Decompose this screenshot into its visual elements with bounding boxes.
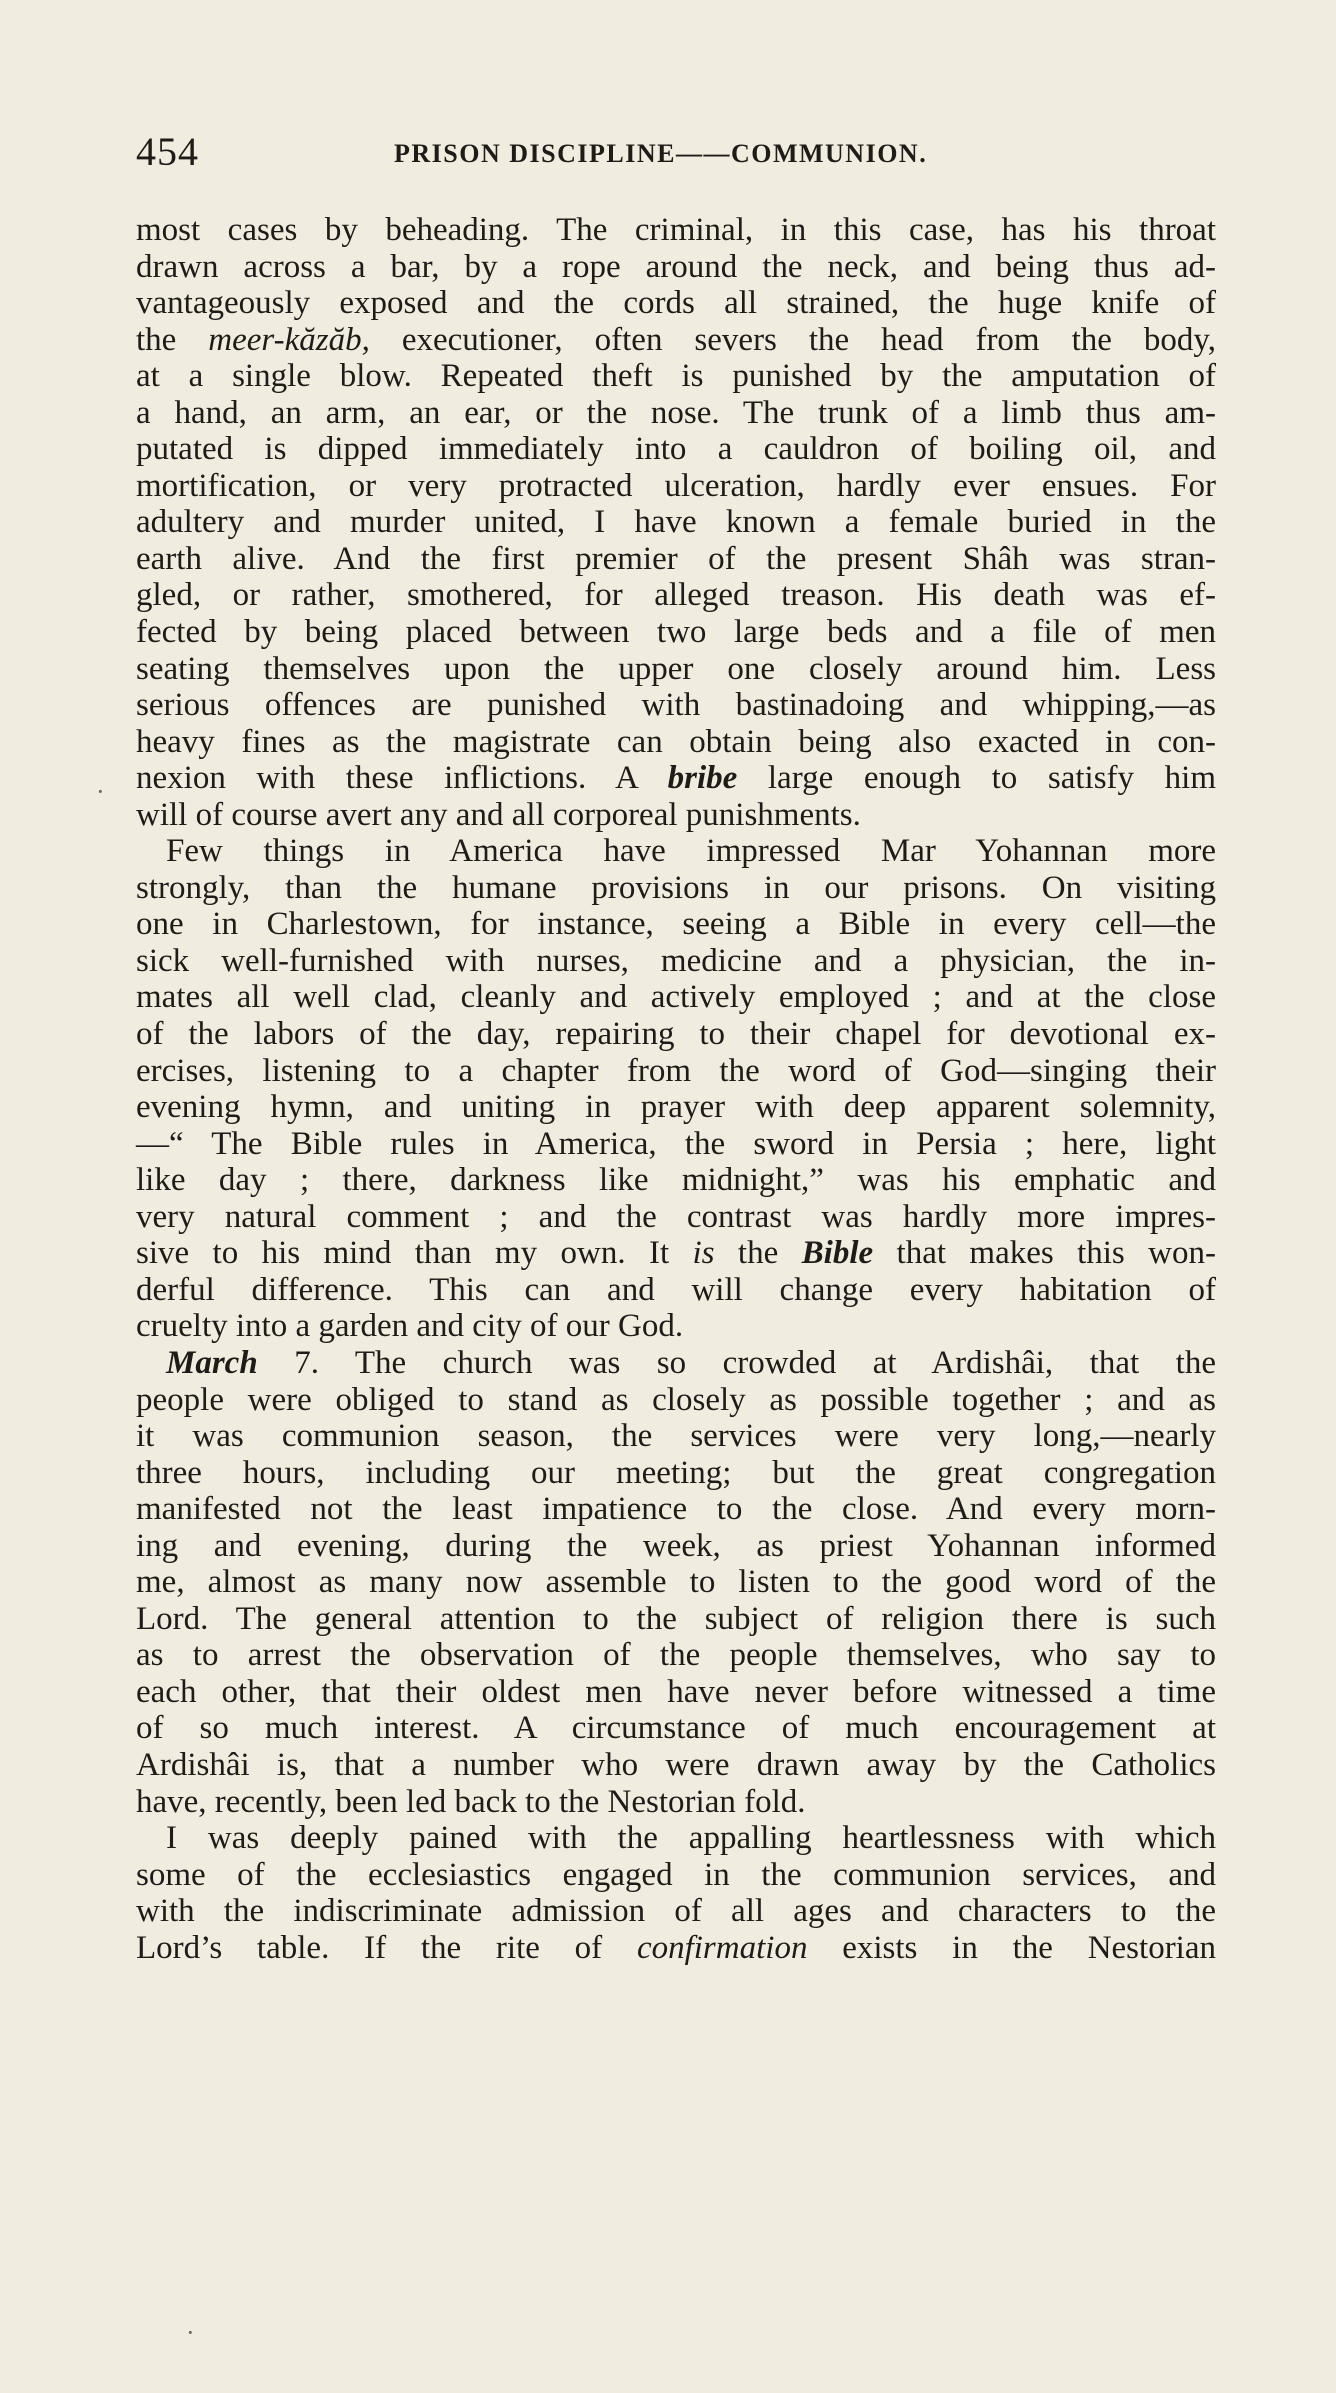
- paragraph-end-line: will of course avert any and all corporeal punishments.: [136, 796, 861, 833]
- text-line: serious offences are punished with bastinadoing and whipping,—as: [136, 687, 1216, 724]
- text-line: as to arrest the observation of the people themselves, who say to: [136, 1637, 1216, 1674]
- text-line: one in Charlestown, for instance, seeing a Bible in every cell—the: [136, 906, 1216, 943]
- text-line: with the indiscriminate admission of all ages and characters to the: [136, 1893, 1216, 1930]
- text-line: earth alive. And the first premier of the present Shâh was stran-: [136, 540, 1216, 577]
- italic-term: Bible: [801, 1235, 874, 1272]
- paragraph-start-line: I was deeply pained with the appalling heartlessness with which: [166, 1820, 1216, 1857]
- text-line: sive to his mind than my own. It is the Bible that makes this won-: [136, 1235, 1216, 1272]
- paragraph-end-line: cruelty into a garden and city of our God.: [136, 1308, 684, 1345]
- text-line: fected by being placed between two large beds and a file of men: [136, 614, 1216, 651]
- text-line: mates all well clad, cleanly and actively employed ; and at the close: [136, 979, 1216, 1016]
- text-line: Lord. The general attention to the subject of religion there is such: [136, 1600, 1216, 1637]
- text-line: derful difference. This can and will change every habitation of: [136, 1271, 1216, 1308]
- body-text: [136, 212, 1216, 1966]
- text-line: of the labors of the day, repairing to their chapel for devotional ex-: [136, 1016, 1216, 1053]
- page-number: 454: [136, 129, 199, 174]
- text-line: seating themselves upon the upper one closely around him. Less: [136, 650, 1216, 687]
- text-line: some of the ecclesiastics engaged in the communion services, and: [136, 1856, 1216, 1893]
- text-line: me, almost as many now assemble to listen to the good word of the: [136, 1564, 1216, 1601]
- text-line: of so much interest. A circumstance of much encouragement at: [136, 1710, 1216, 1747]
- text-line: the meer-kăzăb, executioner, often severs the head from the body,: [136, 321, 1216, 358]
- paragraph-start-line: Few things in America have impressed Mar Yohannan more: [166, 833, 1216, 870]
- text-line: a hand, an arm, an ear, or the nose. The trunk of a limb thus am-: [136, 394, 1216, 431]
- text-line: mortification, or very protracted ulceration, hardly ever ensues. For: [136, 467, 1216, 504]
- text-line: ing and evening, during the week, as priest Yohannan informed: [136, 1527, 1216, 1564]
- text-line: nexion with these inflictions. A bribe large enough to satisfy him: [136, 760, 1216, 797]
- print-speck: ·: [96, 777, 105, 806]
- text-line: gled, or rather, smothered, for alleged treason. His death was ef-: [136, 577, 1216, 614]
- text-line: people were obliged to stand as closely as possible together ; and as: [136, 1381, 1216, 1418]
- text-line: evening hymn, and uniting in prayer with deep apparent solemnity,: [136, 1089, 1216, 1126]
- italic-term: confirmation: [636, 1929, 808, 1966]
- text-line: each other, that their oldest men have never before witnessed a time: [136, 1673, 1216, 1710]
- text-line: drawn across a bar, by a rope around the neck, and being thus ad-: [136, 248, 1216, 285]
- text-line: it was communion season, the services were very long,—nearly: [136, 1418, 1216, 1455]
- paragraph-end-line: have, recently, been led back to the Nestorian fold.: [136, 1783, 806, 1820]
- italic-term: bribe: [667, 760, 738, 797]
- print-speck: ·: [186, 2318, 195, 2347]
- text-line: sick well-furnished with nurses, medicine and a physician, the in-: [136, 942, 1216, 979]
- text-line: ercises, listening to a chapter from the word of God—singing their: [136, 1052, 1216, 1089]
- text-line: like day ; there, darkness like midnight,” was his emphatic and: [136, 1162, 1216, 1199]
- running-head: [136, 128, 1216, 178]
- text-line: vantageously exposed and the cords all strained, the huge knife of: [136, 285, 1216, 322]
- text-line: manifested not the least impatience to the close. And every morn-: [136, 1491, 1216, 1528]
- text-line: three hours, including our meeting; but the great congregation: [136, 1454, 1216, 1491]
- italic-term: is: [692, 1235, 715, 1272]
- paragraph-start-line: March 7. The church was so crowded at Ardishâi, that the: [166, 1344, 1216, 1381]
- text-line: —“ The Bible rules in America, the sword in Persia ; here, light: [136, 1125, 1216, 1162]
- text-line: at a single blow. Repeated theft is punished by the amputation of: [136, 358, 1216, 395]
- text-line: putated is dipped immediately into a cauldron of boiling oil, and: [136, 431, 1216, 468]
- text-line: Ardishâi is, that a number who were drawn away by the Catholics: [136, 1746, 1216, 1783]
- text-line: most cases by beheading. The criminal, in this case, has his throat: [136, 212, 1216, 248]
- text-line: strongly, than the humane provisions in our prisons. On visiting: [136, 869, 1216, 906]
- date-heading: March: [166, 1344, 258, 1381]
- text-line: heavy fines as the magistrate can obtain being also exacted in con-: [136, 723, 1216, 760]
- running-title: PRISON DISCIPLINE——COMMUNION.: [394, 139, 928, 168]
- text-line: Lord’s table. If the rite of confirmation exists in the Nestorian: [136, 1929, 1216, 1966]
- italic-term: meer-kăzăb,: [208, 321, 370, 358]
- text-line: very natural comment ; and the contrast was hardly more impres-: [136, 1198, 1216, 1235]
- text-line: adultery and murder united, I have known a female buried in the: [136, 504, 1216, 541]
